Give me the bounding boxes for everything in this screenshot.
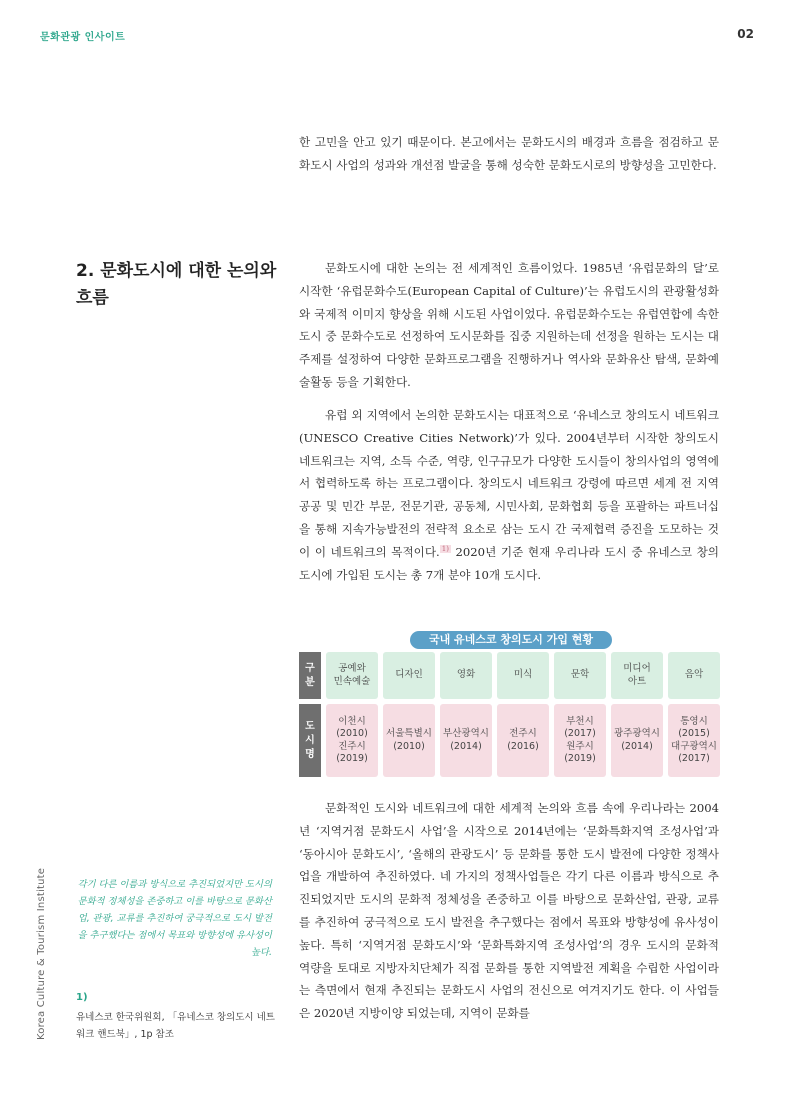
footnote-text: 유네스코 한국위원회, 「유네스코 창의도시 네트워크 핸드북」, 1p 참조 — [76, 1012, 275, 1040]
footnote-number: 1) — [76, 992, 88, 1003]
row-label-text: 구 분 — [305, 662, 315, 688]
table-category-cell: 디자인 — [383, 652, 435, 699]
table-category-cell: 음악 — [668, 652, 720, 699]
row-label-text: 도 시 명 — [305, 720, 315, 760]
body-paragraph: 문화도시에 대한 논의는 전 세계적인 흐름이었다. 1985년 ‘유럽문화의 달’로 시작한 ‘유럽문화수도(European Capital of Culture)’는 유럽도시의 관광활성화와 국제적 이미지 향상을 위해 시도된 사업이었다. 유럽문화수도는 유럽연합에 속한 도시 중 문화수도로 선정하여 도시문화를 집중 지원하는데 선정을 원하는 도시는 대주제를 설정하여 다양한 문화프로그램을 진행하거나 역사와 문화유산 탐색, 문화예술활동 등을 기획한다. — [299, 261, 719, 389]
section-title: 2. 문화도시에 대한 논의와 흐름 — [76, 261, 277, 308]
row-label-city — [299, 704, 321, 777]
table-city-cell: 전주시 (2016) — [497, 704, 549, 777]
paragraph-text: 2020년 기준 현재 우리나라 도시 중 유네스코 창의도시에 가입된 도시는 총 7개 분야 10개 도시다. — [299, 544, 719, 582]
row-label-category — [299, 652, 321, 699]
body-paragraph: 문화적인 도시와 네트워크에 대한 세계적 논의와 흐름 속에 우리나라는 2004년 ‘지역거점 문화도시 사업’을 시작으로 2014년에는 ‘문화특화지역 조성사업’과 ‘동아시아 문화도시’, ‘올해의 관광도시’ 등 문화를 통한 도시 발전에 다양한 정책사업을 개발하여 추진하였다. 네 가지의 정책사업들은 각기 다른 이름과 방식으로 추진되었지만 도시의 문화적 정체성을 존중하고 이를 바탕으로 문화산업, 관광, 교류를 추진하여 궁극적으로 도시 발전을 추구했다는 점에서 목표와 방향성에 유사성이 높다. 특히 ‘지역거점 문화도시’와 ‘문화특화지역 조성사업’의 경우 도시의 문화적 역량을 토대로 지방자치단체가 직접 문화를 통한 지역발전 계획을 수립한 사업이라는 측면에서 현재 추진되는 문화도시 사업의 전신으로 여겨지기도 한다. 이 사업들은 2020년 지방이양 되었는데, 지역이 문화를 — [299, 801, 719, 1021]
footnote-marker[interactable]: 1) — [441, 544, 449, 553]
table-category-cell: 공예와 민속예술 — [326, 652, 378, 699]
table-category-cell: 문학 — [554, 652, 606, 699]
table-city-cell: 광주광역시 (2014) — [611, 704, 663, 777]
page-number: 02 — [737, 27, 754, 41]
table-category-cell: 미식 — [497, 652, 549, 699]
table-category-cell: 영화 — [440, 652, 492, 699]
body-paragraph — [299, 404, 719, 586]
table-city-cell: 부산광역시 (2014) — [440, 704, 492, 777]
paragraph-text: 유럽 외 지역에서 논의한 문화도시는 대표적으로 ‘유네스코 창의도시 네트워크(UNESCO Creative Cities Network)’가 있다. 2004년부터 시작한 창의도시 네트워크는 지역, 소득 수준, 역량, 인구규모가 다양한 도시들이 창의사업의 영역에서 협력하도록 하는 프로그램이다. 창의도시 네트워크 강령에 따르면 세계 전 지역 공공 및 민간 부문, 전문기관, 공동체, 시민사회, 문화협회 등을 포괄하는 파트너십을 통해 지속가능발전의 전략적 요소로 삼는 도시 간 국제협력 증진을 도모하는 것이 이 네트워크의 목적이다. — [299, 408, 719, 559]
table-city-cell: 부천시 (2017) 원주시 (2019) — [554, 704, 606, 777]
table-city-cell: 서울특별시 (2010) — [383, 704, 435, 777]
running-header: 문화관광 인사이트 — [40, 32, 126, 43]
pull-quote: 각기 다른 이름과 방식으로 추진되었지만 도시의 문화적 정체성을 존중하고 이를 바탕으로 문화산업, 관광, 교류를 추진하여 궁극적으로 도시 발전을 추구했다는 점에서 목표와 방향성에 유사성이 높다. — [77, 879, 272, 958]
table-city-cell: 통영시 (2015) 대구광역시 (2017) — [668, 704, 720, 777]
table-title: 국내 유네스코 창의도시 가입 현황 — [410, 631, 612, 649]
table-category-cell: 미디어 아트 — [611, 652, 663, 699]
body-paragraph: 한 고민을 안고 있기 때문이다. 본고에서는 문화도시의 배경과 흐름을 점검하고 문화도시 사업의 성과와 개선점 발굴을 통해 성숙한 문화도시로의 방향성을 고민한다. — [299, 135, 719, 172]
institute-vertical-label: Korea Culture & Tourism Institute — [36, 867, 47, 1040]
table-city-cell: 이천시 (2010) 진주시 (2019) — [326, 704, 378, 777]
